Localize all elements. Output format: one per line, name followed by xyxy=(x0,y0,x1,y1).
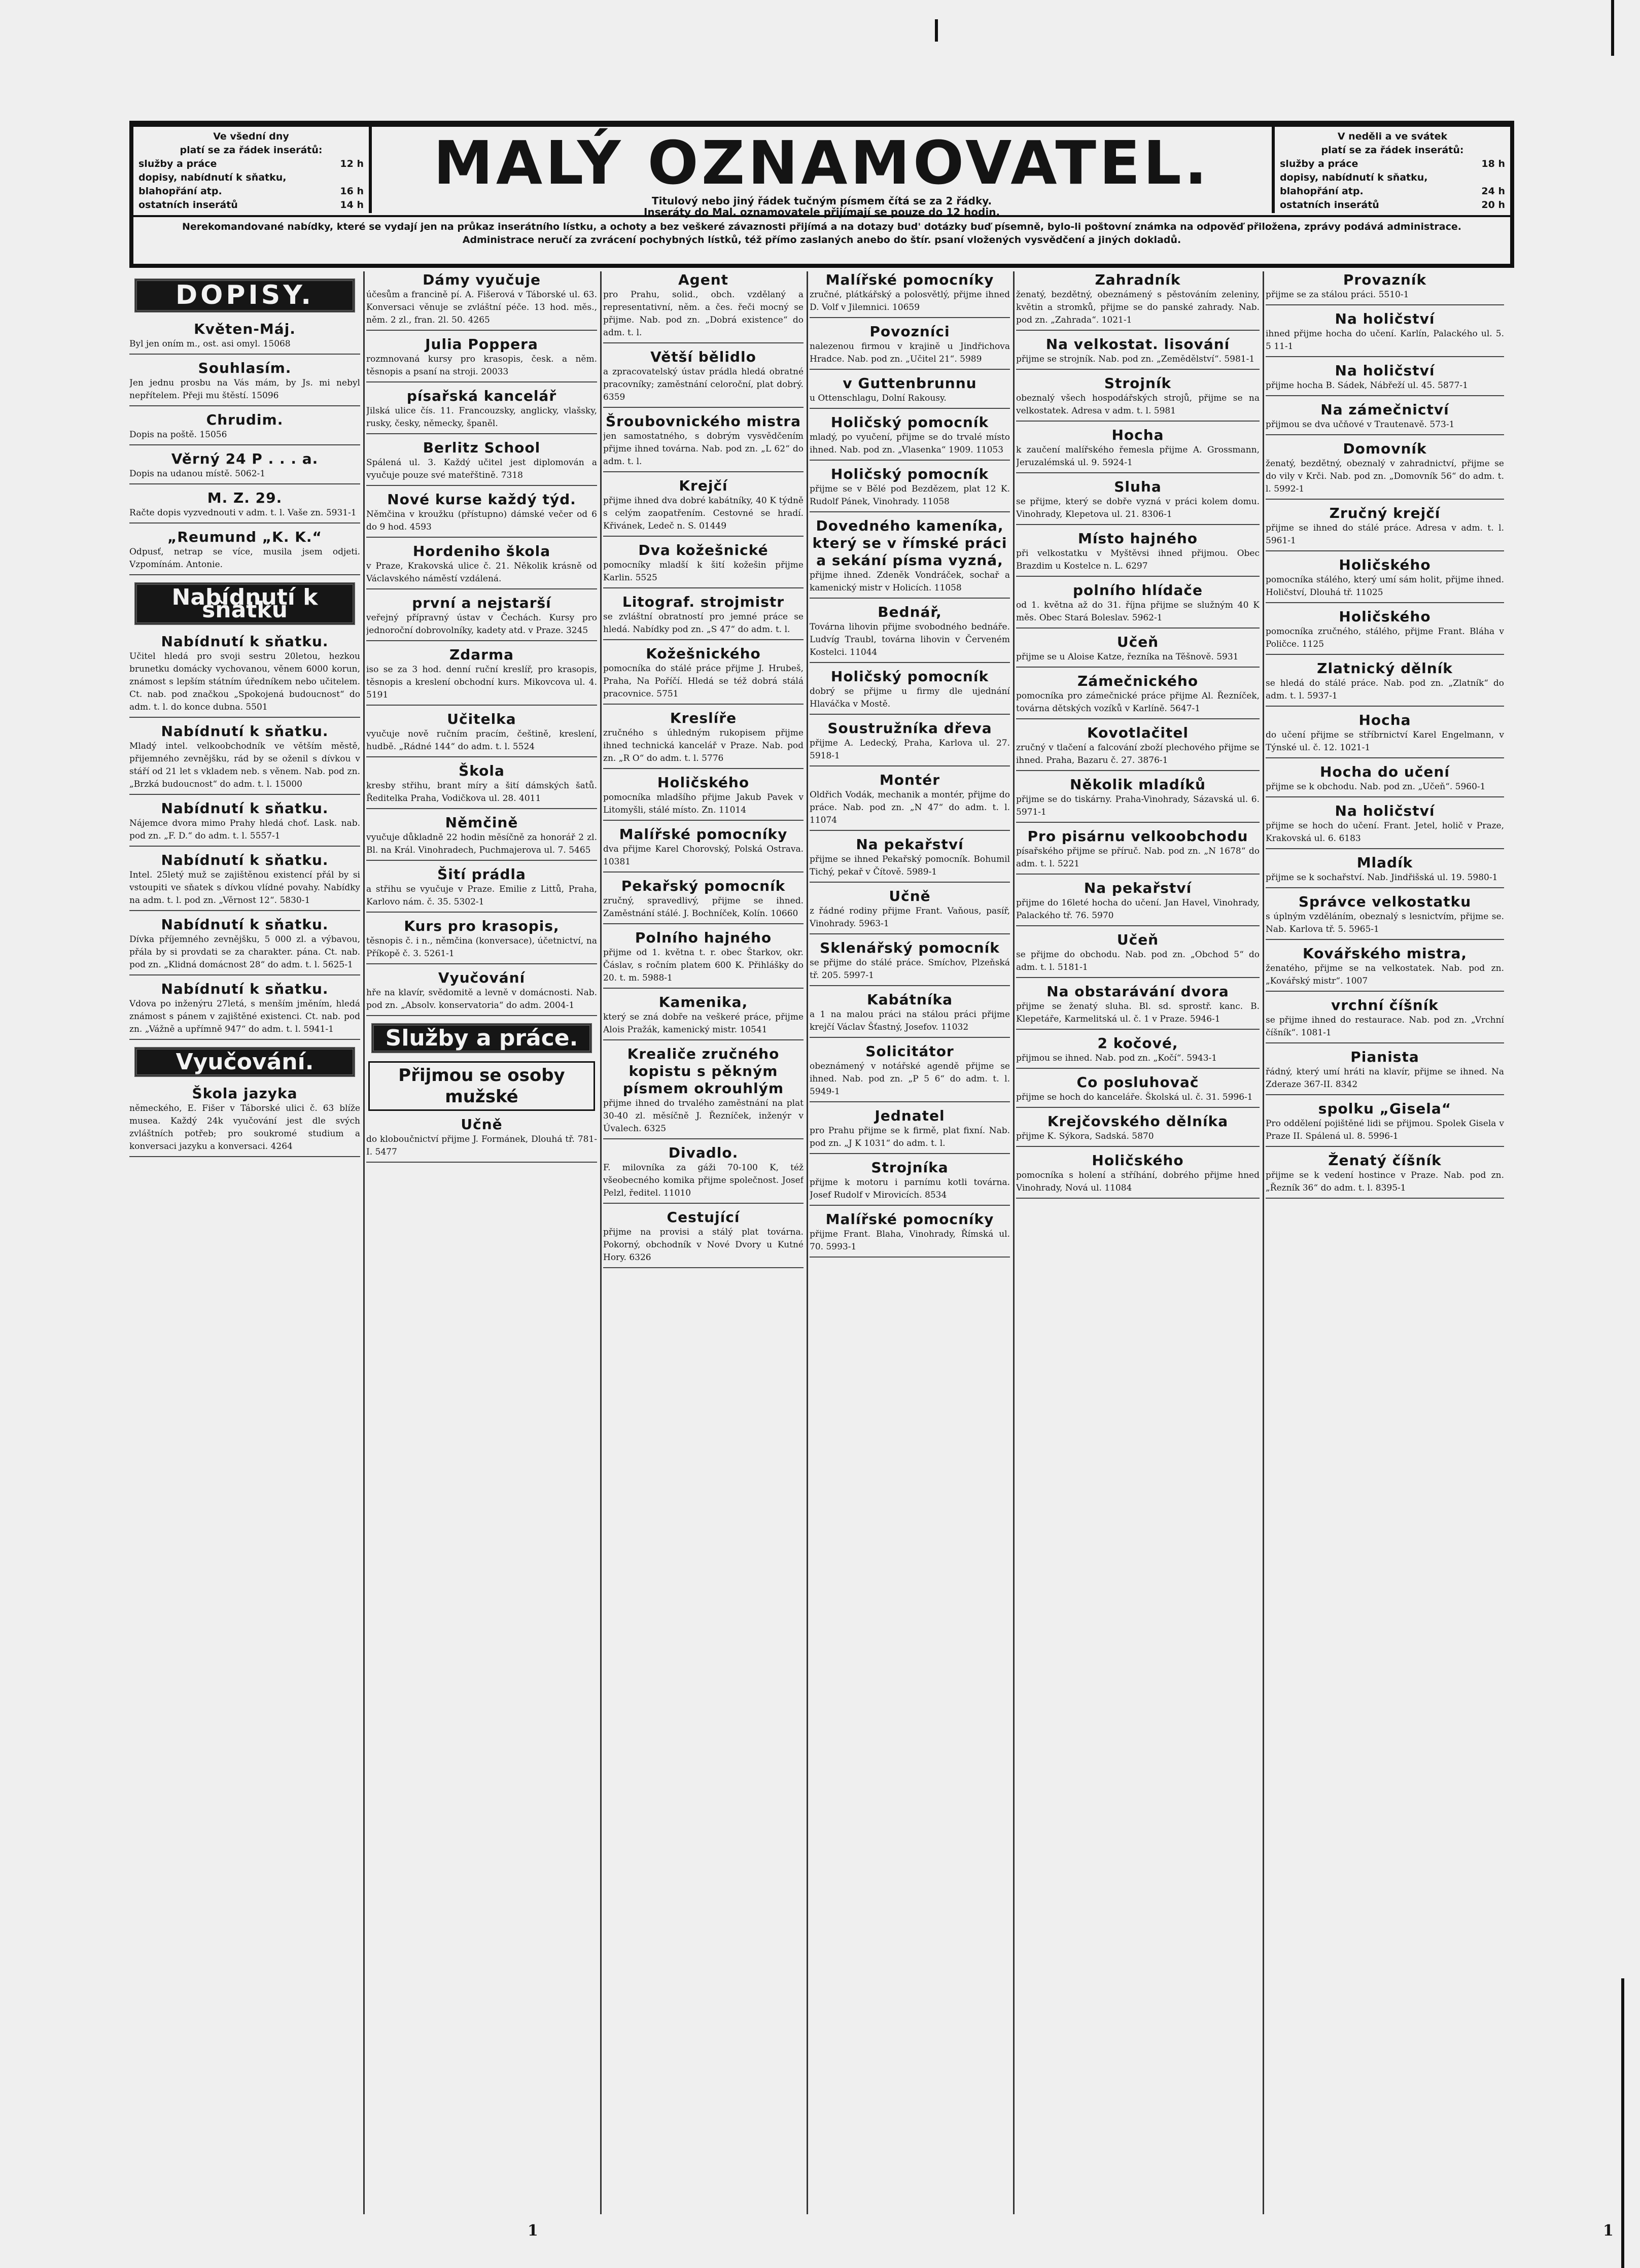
ad-item: Nabídnutí k sňatku. Učitel hledá pro svoji sestru 20letou, hezkou brunetku domácky vychovanou, věnem 6000 korun, známost s lepším státním úředníkem nebo učitelem. Ct. nab. pod značkou „Spokojená budoucnost“ do adm. t. l. do konce dubna. 5501 xyxy=(129,633,360,718)
ad-item: první a nejstarší veřejný přípravný ústav v Čechách. Kursy pro jednoroční dobrovolníky, kadety atd. v Praze. 3245 xyxy=(366,595,597,641)
ad-item: Hocha do učení přijme se stříbrnictví Karel Engelmann, v Týnské ul. č. 12. 1021-1 xyxy=(1266,712,1504,758)
ad-item: Na velkostat. lisování přijme se strojník. Nab. pod zn. „Zemědělství“. 5981-1 xyxy=(1016,336,1260,370)
ad-item: Sklenářský pomocník se přijme do stálé práce. Smíchov, Plzeňská tř. 205. 5997-1 xyxy=(810,939,1010,986)
ad-item: Krealiče zručného kopistu s pěkným písmem okrouhlým přijme ihned do trvalého zaměstnání na plat 30-40 zl. měsíčně J. Řezníček, inženýr v Úvalech. 6325 xyxy=(603,1045,804,1139)
ad-item: Domovník ženatý, bezdětný, obeznalý v zahradnictví, přijme se do vily v Krči. Nab. pod zn. „Domovník 56“ do adm. t. l. 5992-1 xyxy=(1266,440,1504,500)
ad-item: písařská kancelář Jilská ulice čís. 11. Francouzsky, anglicky, vlašsky, rusky, česky, německy, španěl. xyxy=(366,388,597,434)
section-banner-vyucovani: Vyučování. xyxy=(134,1047,355,1077)
sunday-rates-heading: V neděli a ve svátek xyxy=(1337,131,1448,142)
ad-item: Chrudim. Dopis na poště. 15056 xyxy=(129,411,360,445)
ad-item: Mladík přijme se k sochařství. Nab. Jindřišská ul. 19. 5980-1 xyxy=(1266,854,1504,888)
ad-item: Zahradník ženatý, bezdětný, obeznámený s pěstováním zeleniny, květin a stromků, přijme se do panské zahrady. Nab. pod zn. „Zahrada“. 1021-1 xyxy=(1016,271,1260,331)
weekday-rates-subheading: platí se za řádek inserátů: xyxy=(180,145,323,156)
column-divider xyxy=(807,271,808,2214)
masthead xyxy=(372,127,1272,218)
ad-item: Holičského pomocníka s holení a stříhání, dobrého přijme hned Vinohrady, Nová ul. 11084 xyxy=(1016,1152,1260,1199)
ad-item: Strojník obeznalý všech hospodářských strojů, přijme se na velkostatek. Adresa v adm. t. l. 5981 xyxy=(1016,375,1260,422)
ad-item: Škola jazyka německého, E. Fišer v Táborské ulici č. 63 blíže musea. Každý 24k vyučování jest dle svých zvláštních potřeb; pro soukromé studium a konversaci jazyku a konversaci. 4264 xyxy=(129,1085,360,1157)
ad-item: vrchní číšník se přijme ihned do restaurace. Nab. pod zn. „Vrchní číšník“. 1081-1 xyxy=(1266,997,1504,1043)
ad-item: Učeň přijme se u Aloise Katze, řezníka na Těšnově. 5931 xyxy=(1016,634,1260,668)
ad-item: Na holičství přijme hocha B. Sádek, Nábřeží ul. 45. 5877-1 xyxy=(1266,362,1504,396)
ad-item: Kovotlačitel zručný v tlačení a falcování zboží plechového přijme se ihned. Praha, Bazaru č. 27. 3876-1 xyxy=(1016,724,1260,771)
column-divider xyxy=(363,271,365,2214)
ad-item: Učně z řádné rodiny přijme Frant. Vaňous, pasíř, Vinohrady. 5963-1 xyxy=(810,888,1010,934)
ad-item: Nabídnutí k sňatku. Nájemce dvora mimo Prahy hledá choť. Lask. nab. pod zn. „F. D.“ do adm. t. l. 5557-1 xyxy=(129,800,360,847)
ad-item: M. Z. 29. Račte dopis vyzvednouti v adm. t. l. Vaše zn. 5931-1 xyxy=(129,490,360,524)
masthead-subtitle-2: Inseráty do Mal. oznamovatele přijímají se pouze do 12 hodin. xyxy=(643,206,1000,218)
ad-item: polního hlídače od 1. května až do 31. října přijme se služným 40 K měs. Obec Stará Boleslav. 5962-1 xyxy=(1016,582,1260,629)
ad-item: Nabídnutí k sňatku. Dívka příjemného zevnějšku, 5 000 zl. a výbavou, přála by si provdati se za charakter. pána. Ct. nab. pod zn. „Klidná domácnost 28“ do adm. t. l. 5625-1 xyxy=(129,916,360,975)
ad-item: Malířské pomocníky přijme Frant. Blaha, Vinohrady, Římská ul. 70. 5993-1 xyxy=(810,1211,1010,1258)
ad-item: Květen-Máj. Byl jen oním m., ost. asi omyl. 15068 xyxy=(129,321,360,355)
ad-item: Šití prádla a střihu se vyučuje v Praze. Emilie z Littů, Praha, Karlovo nám. č. 35. 5302-1 xyxy=(366,866,597,913)
rate-row: dopisy, nabídnutí k sňatku, xyxy=(1280,172,1428,183)
ad-item: Dámy vyučuje účesům a francině pí. A. Fišerová v Táborské ul. 63. Konversaci věnuje se zvláštní péče. 13 hod. měs., něm. 2 zl., fran. 2l. 50. 4265 xyxy=(366,271,597,331)
ad-item: Litograf. strojmistr se zvláštní obratností pro jemné práce se hledá. Nabídky pod zn. „S 47“ do adm. t. l. xyxy=(603,594,804,640)
ad-item: Povozníci nalezenou firmou v krajině u Jindřichova Hradce. Nab. pod zn. „Učitel 21“. 5989 xyxy=(810,323,1010,370)
ad-item: Holičského pomocníka zručného, stálého, přijme Frant. Bláha v Poličce. 1125 xyxy=(1266,608,1504,655)
ad-item: Kamenika, který se zná dobře na veškeré práce, přijme Alois Pražák, kamenický mistr. 10541 xyxy=(603,994,804,1040)
masthead-subtitle: Titulový nebo jiný řádek tučným písmem čítá se za 2 řádky. xyxy=(651,195,992,207)
ad-item: Montér Oldřich Vodák, mechanik a montér, přijme do práce. Nab. pod zn. „N 47“ do adm. t. l. 11074 xyxy=(810,772,1010,831)
ad-item: Několik mladíků přijme se do tiskárny. Praha-Vinohrady, Sázavská ul. 6. 5971-1 xyxy=(1016,776,1260,823)
ad-item: v Guttenbrunnu u Ottenschlagu, Dolní Rakousy. xyxy=(810,375,1010,409)
ad-item: Pianista řádný, který umí hráti na klavír, přijme se ihned. Na Zderaze 367-II. 8342 xyxy=(1266,1049,1504,1095)
column-6 xyxy=(1266,271,1504,2214)
ad-item: Nabídnutí k sňatku. Intel. 25letý muž se zajištěnou existencí přál by si vstoupiti ve sňatek s dívkou vlídné povahy. Nabídky na adm. t. l. pod zn. „Věrnost 12“. 5830-1 xyxy=(129,852,360,911)
ad-item: Místo hajného při velkostatku v Myštěvsi ihned přijmou. Obec Brazdim u Kostelce n. L. 6297 xyxy=(1016,530,1260,577)
section-subheading: Přijmou se osoby mužské xyxy=(368,1061,595,1111)
ad-item: spolku „Gisela“ Pro oddělení pojištěné lidi se přijmou. Spolek Gisela v Praze II. Spálená ul. 8. 5996-1 xyxy=(1266,1100,1504,1147)
ad-item: Větší bělidlo a zpracovatelský ústav prádla hledá obratné pracovníky; zaměstnání celoroční, plat dobrý. 6359 xyxy=(603,348,804,408)
ad-item: Učně do kloboučnictví přijme J. Formánek, Dlouhá tř. 781-I. 5477 xyxy=(366,1116,597,1163)
ad-item: Malířské pomocníky zručné, plátkářský a polosvětlý, přijme ihned D. Volf v Jilemnici. 10659 xyxy=(810,271,1010,318)
sunday-rates-subheading: platí se za řádek inserátů: xyxy=(1321,145,1464,156)
ad-item: Krejčovského dělníka přijme K. Sýkora, Sadská. 5870 xyxy=(1016,1113,1260,1147)
ad-item: Na holičství přijme se hoch do učení. Frant. Jetel, holič v Praze, Krakovská ul. 6. 6183 xyxy=(1266,802,1504,849)
ad-item: Správce velkostatku s úplným vzděláním, obeznalý s lesnictvím, přijme se. Nab. Karlova tř. 5. 5965-1 xyxy=(1266,893,1504,940)
rate-row: ostatních inserátů 14 h xyxy=(138,199,364,211)
ad-item: Malířské pomocníky dva přijme Karel Chorovský, Polská Ostrava. 10381 xyxy=(603,826,804,873)
column-3 xyxy=(603,271,804,2214)
ad-item: Vyučování hře na klavír, svědomitě a levně v domácnosti. Nab. pod zn. „Absolv. konservatoria“ do adm. 2004-1 xyxy=(366,969,597,1016)
ad-item: Na pekařství přijme do 16leté hocha do učení. Jan Havel, Vinohrady, Palackého tř. 76. 5970 xyxy=(1016,880,1260,926)
ad-item: Dva kožešnické pomocníky mladší k šití kožešin přijme Karlin. 5525 xyxy=(603,542,804,588)
ad-item: Agent pro Prahu, solid., obch. vzdělaný a representativní, něm. a čes. řeči mocný se přijme. Nab. pod zn. „Dobrá existence“ do adm. t. l. xyxy=(603,271,804,343)
ad-item: Kovářského mistra, ženatého, přijme se na velkostatek. Nab. pod zn. „Kovářský mistr“. 1007 xyxy=(1266,945,1504,992)
ad-item: Na holičství ihned přijme hocha do učení. Karlín, Palackého ul. 5. 5 11-1 xyxy=(1266,310,1504,357)
rate-row: služby a práce 18 h xyxy=(1280,158,1505,169)
ad-item: Na obstarávání dvora přijme se ženatý sluha. Bl. sd. sprostř. kanc. B. Klepetáře, Karmelitská ul. č. 1 v Praze. 5946-1 xyxy=(1016,983,1260,1030)
column-1 xyxy=(129,271,360,2214)
ad-item: Němčině vyučuje důkladně 22 hodin měsíčně za honorář 2 zl. Bl. na Král. Vinohradech, Puchmajerova ul. 7. 5465 xyxy=(366,814,597,861)
ad-item: Zlatnický dělník se hledá do stálé práce. Nab. pod zn. „Zlatník“ do adm. t. l. 5937-1 xyxy=(1266,660,1504,707)
ad-item: Julia Poppera rozmnovaná kursy pro krasopis, česk. a něm. těsnopis a psaní na stroji. 20033 xyxy=(366,336,597,382)
ad-item: Holičského pomocníka mladšího přijme Jakub Pavek v Litomyšli, stálé místo. Zn. 11014 xyxy=(603,774,804,821)
ad-item: Šroubovnického mistra jen samostatného, s dobrým vysvědčením přijme ihned továrna. Nab. pod zn. „L 62“ do adm. t. l. xyxy=(603,413,804,472)
rate-row: služby a práce 12 h xyxy=(138,158,364,169)
classifieds-header xyxy=(129,121,1514,268)
section-banner-nabidnuti: Nabídnutí k sňatku xyxy=(134,582,355,625)
ad-item: Hocha k zaučení malířského řemesla přijme A. Grossmann, Jeruzalémská ul. 9. 5924-1 xyxy=(1016,427,1260,473)
ad-item: Holičský pomocník mladý, po vyučení, přijme se do trvalé místo ihned. Nab. pod zn. „Vlasenka“ 1909. 11053 xyxy=(810,414,1010,461)
column-divider xyxy=(1263,271,1264,2214)
ad-item: Polního hajného přijme od 1. května t. r. obec Štarkov, okr. Čáslav, s ročním platem 600 K. Přihlášky do 20. t. m. 5988-1 xyxy=(603,929,804,989)
rate-row: dopisy, nabídnutí k sňatku, xyxy=(138,172,287,183)
ad-item: Cestující přijme na provisi a stálý plat továrna. Pokorný, obchodník v Nové Dvory u Kutné Hory. 6326 xyxy=(603,1209,804,1268)
ad-item: Bednář, Továrna lihovin přijme svobodného bednáře. Ludvíg Traubl, továrna lihovin v Červeném Kostelci. 11044 xyxy=(810,604,1010,663)
ad-item: Krejčí přijme ihned dva dobré kabátníky, 40 K týdně s celým zaopatřením. Cestovné se hradí. Křivánek, Ledeč n. S. 01449 xyxy=(603,477,804,537)
ad-item: Učitelka vyučuje nově ručním pracím, češtině, kreslení, hudbě. „Rádné 144“ do adm. t. l. 5524 xyxy=(366,711,597,757)
ad-item: Hocha do učení přijme se k obchodu. Nab. pod zn. „Učeň“. 5960-1 xyxy=(1266,763,1504,797)
ad-item: Nabídnutí k sňatku. Vdova po inženýru 27letá, s menším jměním, hledá známost s pánem v zajištěné existenci. Ct. nab. pod zn. „Vážně a upřímně 947“ do adm. t. l. 5941-1 xyxy=(129,981,360,1040)
ad-item: Strojníka přijme k motoru i parnímu kotli továrna. Josef Rudolf v Mirovicích. 8534 xyxy=(810,1159,1010,1206)
ad-item: Soustružníka dřeva přijme A. Ledecký, Praha, Karlova ul. 27. 5918-1 xyxy=(810,720,1010,766)
weekday-rates-heading: Ve všední dny xyxy=(213,131,289,142)
ad-item: Na pekařství přijme se ihned Pekařský pomocník. Bohumil Tichý, pekař v Čítově. 5989-1 xyxy=(810,836,1010,883)
ad-item: Kabátníka a 1 na malou práci na stálou práci přijme krejčí Václav Šťastný, Josefov. 11032 xyxy=(810,991,1010,1038)
ad-item: Divadlo. F. milovníka za gáži 70-100 K, též všeobecného komika přijme společnost. Josef Pelzl, ředitel. 11010 xyxy=(603,1144,804,1204)
ad-item: Na zámečnictví přijmou se dva učňové v Trautenavě. 573-1 xyxy=(1266,401,1504,435)
column-divider xyxy=(1013,271,1015,2214)
weekday-rates-box xyxy=(133,127,372,213)
ad-item: Učeň se přijme do obchodu. Nab. pod zn. „Obchod 5“ do adm. t. l. 5181-1 xyxy=(1016,931,1260,978)
ad-item: Hordeniho škola v Praze, Krakovská ulice č. 21. Několik krásně od Václavského náměstí vzdálená. xyxy=(366,543,597,589)
ad-item: Zámečnického pomocníka pro zámečnické práce přijme Al. Řezníček, továrna dětských vozíků v Karlíně. 5647-1 xyxy=(1016,673,1260,719)
rate-row: ostatních inserátů 20 h xyxy=(1280,199,1505,211)
ad-item: Berlitz School Spálená ul. 3. Každý učitel jest diplomován a vyučuje pouze své mateřštině. 7318 xyxy=(366,439,597,486)
section-banner-dopisy: DOPISY. xyxy=(134,278,355,312)
page-edge-mark xyxy=(1611,0,1614,56)
ad-item: Zručný krejčí přijme se ihned do stálé práce. Adresa v adm. t. l. 5961-1 xyxy=(1266,505,1504,551)
sunday-rates-box xyxy=(1272,127,1510,213)
bottom-mark: 1 xyxy=(528,2222,538,2240)
ad-item: Co posluhovač přijme se hoch do kanceláře. Školská ul. č. 31. 5996-1 xyxy=(1016,1074,1260,1108)
ad-item: Věrný 24 P . . . a. Dopis na udanou místě. 5062-1 xyxy=(129,450,360,484)
ad-item: Kožešnického pomocníka do stálé práce přijme J. Hrubeš, Praha, Na Poříčí. Hledá se též dobrá stálá pracovnice. 5751 xyxy=(603,645,804,705)
ad-item: „Reumund „K. K.“ Odpusť, netrap se více, musila jsem odjeti. Vzpomínám. Antonie. xyxy=(129,529,360,575)
ad-item: Zdarma iso se za 3 hod. denní ruční kreslíř, pro krasopis, těsnopis a kreslení obchodní kurs. Mikovcova ul. 4. 5191 xyxy=(366,646,597,706)
header-notice: Nerekomandované nabídky, které se vydají jen na průkaz inserátního lístku, a ochoty a bez veškeré závaznosti přijímá a na dotazy bud' dotázky buď písemně, bylo-li poštovní známka na odpověď přiložena, zprávy podává administrace. Administrace neručí za zvrácení pochybných lístků, též přímo zaslaných anebo do štír. psaní vložených vysvědčení a jiných dokladů. xyxy=(133,215,1510,247)
ad-item: Provazník přijme se za stálou práci. 5510-1 xyxy=(1266,271,1504,305)
ad-item: Dovedného kameníka, který se v římské práci a sekání písma vyzná, přijme ihned. Zdeněk Vondráček, sochař a kamenický mistr v Holicích. 11058 xyxy=(810,517,1010,599)
rate-row: blahopřání atp. 16 h xyxy=(138,186,364,197)
column-5 xyxy=(1016,271,1260,2214)
ad-item: Škola kresby střihu, brant míry a šití dámských šatů. Ředitelka Praha, Vodičkova ul. 28. 4011 xyxy=(366,762,597,809)
ad-item: Jednatel pro Prahu přijme se k firmě, plat fixní. Nab. pod zn. „J K 1031“ do adm. t. l. xyxy=(810,1107,1010,1154)
bottom-mark: 1 xyxy=(1603,2222,1614,2240)
ad-item: Nové kurse každý týd. Němčina v kroužku (přístupno) dámské večer od 6 do 9 hod. 4593 xyxy=(366,491,597,538)
ad-item: Kreslíře zručného s úhledným rukopisem přijme ihned technická kancelář v Praze. Nab. pod zn. „R O“ do adm. t. l. 5776 xyxy=(603,710,804,769)
ad-item: Souhlasím. Jen jednu prosbu na Vás mám, by Js. mi nebyl nepřítelem. Přeji mu štěstí. 15096 xyxy=(129,360,360,406)
column-4 xyxy=(810,271,1010,2214)
ad-item: Kurs pro krasopis, těsnopis č. i n., němčina (konversace), účetnictví, na Příkopě č. 3. 5261-1 xyxy=(366,918,597,964)
ad-item: Holičský pomocník dobrý se přijme u firmy dle ujednání Hlaváčka v Mostě. xyxy=(810,668,1010,715)
rate-row: blahopřání atp. 24 h xyxy=(1280,186,1505,197)
ad-item: Holičského pomocníka stálého, který umí sám holit, přijme ihned. Holičství, Dlouhá tř. 11025 xyxy=(1266,556,1504,603)
page-edge-mark xyxy=(1621,1978,1624,2268)
column-divider xyxy=(600,271,602,2214)
ad-item: Solicitátor obeznámený v notářské agendě přijme se ihned. Nab. pod zn. „P 5 6“ do adm. t. l. 5949-1 xyxy=(810,1043,1010,1102)
column-2 xyxy=(366,271,597,2214)
ad-item: Pro pisárnu velkoobchodu písařského přijme se příruč. Nab. pod zn. „N 1678“ do adm. t. l. 5221 xyxy=(1016,828,1260,875)
ad-item: Pekařský pomocník zručný, spravedlivý, přijme se ihned. Zaměstnání stálé. J. Bochníček, Kolín. 10660 xyxy=(603,878,804,924)
ad-item: Sluha se přijme, který se dobře vyzná v práci kolem domu. Vinohrady, Klepetova ul. 21. 8306-1 xyxy=(1016,478,1260,525)
ad-item: Nabídnutí k sňatku. Mladý intel. velkoobchodník ve větším městě, přijemného zevnějšku, rád by se oženil s dívkou v stáří od 21 let s vkladem neb. s věnem. Nab. pod zn. „Brzká budoucnost“ do adm. t. l. 15000 xyxy=(129,723,360,795)
page-title: MALÝ OZNAMOVATEL. xyxy=(433,128,1210,198)
page-top-tick xyxy=(935,19,938,42)
ad-item: Ženatý číšník přijme se k vedení hostince v Praze. Nab. pod zn. „Řezník 36“ do adm. t. l. 8395-1 xyxy=(1266,1152,1504,1199)
ad-item: 2 kočové, přijmou se ihned. Nab. pod zn. „Kočí“. 5943-1 xyxy=(1016,1035,1260,1069)
ad-item: Holičský pomocník přijme se v Bělé pod Bezdězem, plat 12 K. Rudolf Pánek, Vinohrady. 11058 xyxy=(810,466,1010,512)
section-banner-sluzby: Služby a práce. xyxy=(371,1023,592,1053)
